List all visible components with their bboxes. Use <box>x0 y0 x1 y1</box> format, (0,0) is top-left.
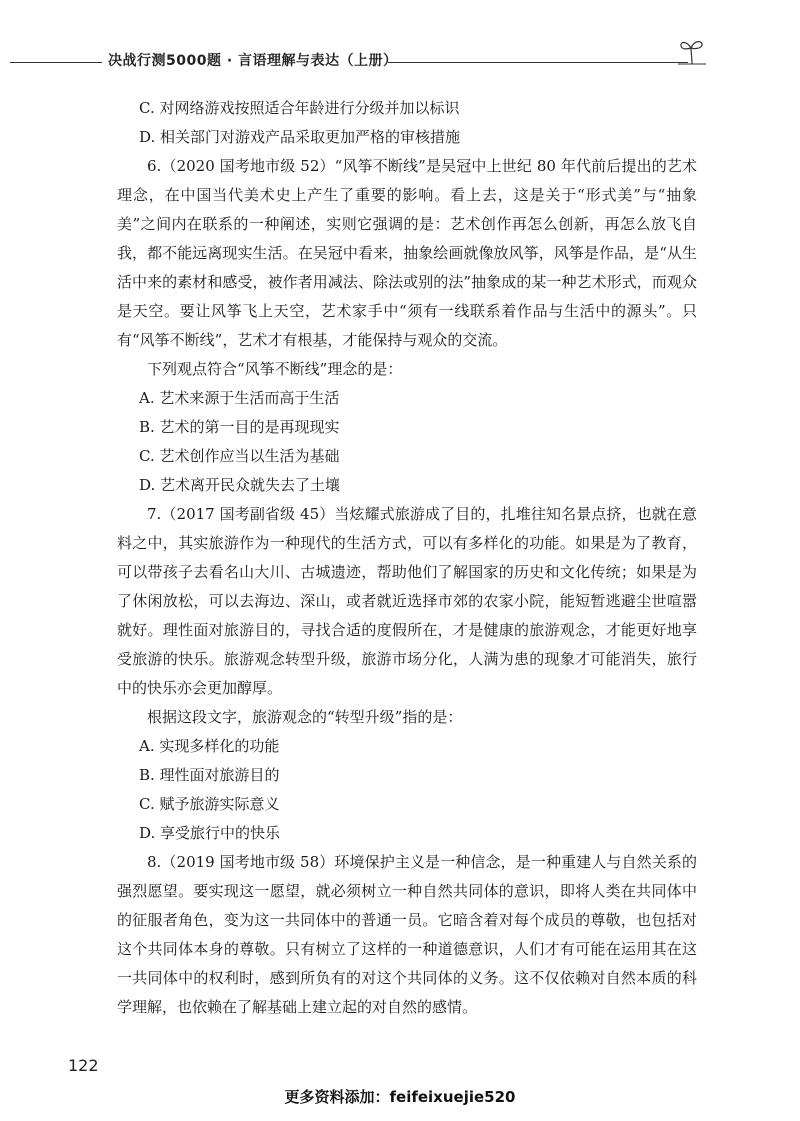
option-line: C. 赋予旅游实际意义 <box>139 795 280 813</box>
option-line: D. 艺术离开民众就失去了土壤 <box>139 476 341 494</box>
running-header <box>0 44 800 76</box>
footer-note: 更多资料添加：feifeixuejie520 <box>284 1088 516 1106</box>
header-rule-left <box>10 62 102 63</box>
option-line: C. 艺术创作应当以生活为基础 <box>139 447 340 465</box>
option-line: A. 实现多样化的功能 <box>139 737 280 755</box>
question-7-passage: 7.（2017 国考副省级 45）当炫耀式旅游成了目的，扎堆往知名景点挤，也就在意料之中，其实旅游作为一种现代的生活方式，可以有多样化的功能。如果是为了教育，可以带孩子去看名山大川、古城遗迹，帮助他们了解国家的历史和文化传统；如果是为了休闲放松，可以去海边、深山，或者就近选择市郊的农家小院，能短暂逃避尘世喧嚣就好。理性面对旅游目的，寻找合适的度假所在，才是健康的旅游观念，才能更好地享受旅游的快乐。旅游观念转型升级，旅游市场分化，人满为患的现象才可能消失，旅行中的快乐亦会更加醇厚。 <box>117 505 697 697</box>
question-8-passage: 8.（2019 国考地市级 58）环境保护主义是一种信念，是一种重建人与自然关系的强烈愿望。要实现这一愿望，就必须树立一种自然共同体的意识，即将人类在共同体中的征服者角色，变为这一共同体中的普通一员。它暗含着对每个成员的尊敬，也包括对这个共同体本身的尊敬。只有树立了这样的一种道德意识，人们才有可能在运用其在这一共同体中的权利时，感到所负有的对这个共同体的义务。这不仅依赖对自然本质的科学理解，也依赖在了解基础上建立起的对自然的感情。 <box>117 853 697 1016</box>
page-number: 122 <box>68 1056 99 1075</box>
question-6-passage: 6.（2020 国考地市级 52）“风筝不断线”是吴冠中上世纪 80 年代前后提出的艺术理念，在中国当代美术史上产生了重要的影响。看上去，这是关于“形式美”与“抽象美”之间内在联系的一种阐述，实则它强调的是：艺术创作再怎么创新，再怎么放飞自我，都不能远离现实生活。在吴冠中看来，抽象绘画就像放风筝，风筝是作品，是“从生活中来的素材和感受，被作者用减法、除法或别的法”抽象成的某一种艺术形式，而观众是天空。要让风筝飞上天空，艺术家手中“须有一线联系着作品与生活中的源头”。只有“风筝不断线”，艺术才有根基，才能保持与观众的交流。 <box>117 157 697 349</box>
option-line: B. 艺术的第一目的是再现现实 <box>139 418 340 436</box>
option-line: C. 对网络游戏按照适合年龄进行分级并加以标识 <box>139 99 460 117</box>
header-rule-right <box>388 62 688 63</box>
option-line: A. 艺术来源于生活而高于生活 <box>139 389 340 407</box>
option-line: D. 享受旅行中的快乐 <box>139 824 281 842</box>
option-line: D. 相关部门对游戏产品采取更加严格的审核措施 <box>139 128 461 146</box>
book-title: 决战行测5000题 · 言语理解与表达（上册） <box>108 53 398 69</box>
question-7-prompt: 根据这段文字，旅游观念的“转型升级”指的是： <box>147 708 463 726</box>
question-6-prompt: 下列观点符合“风筝不断线”理念的是： <box>147 360 403 378</box>
page-content <box>117 94 697 1022</box>
option-line: B. 理性面对旅游目的 <box>139 766 280 784</box>
sprout-icon <box>678 36 706 66</box>
